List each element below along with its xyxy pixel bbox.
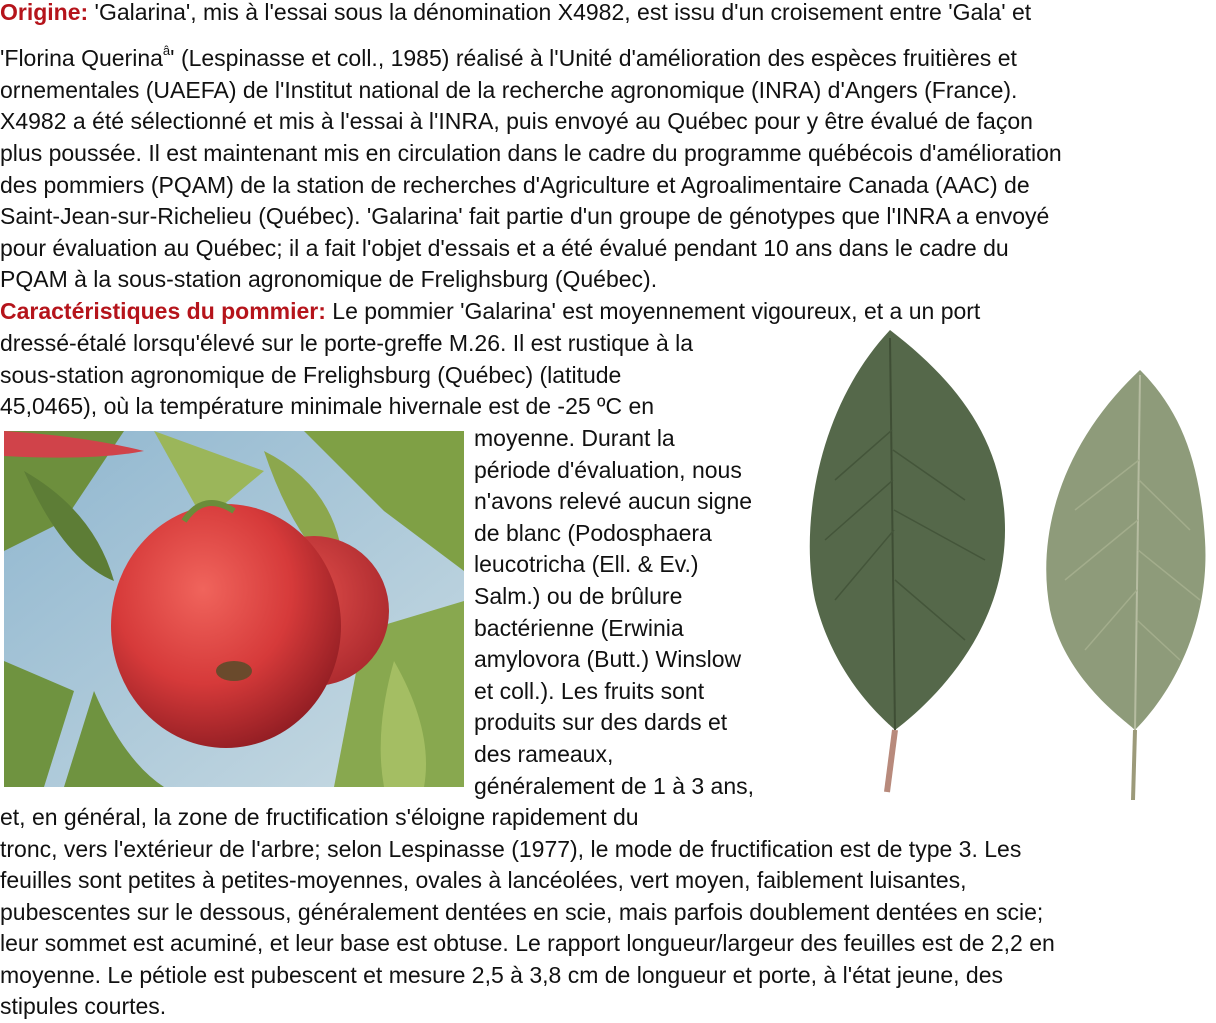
caract-line-17: et, en général, la zone de fructification s'éloigne rapidement du [0,804,639,830]
origine-line-5: plus poussée. Il est maintenant mis en circulation dans le cadre du programme québécois d'amélioration [0,140,1062,166]
caract-line-21: leur sommet est acuminé, et leur base est obtuse. Le rapport longueur/largeur des feuilles est de 2,2 en [0,930,1055,956]
caract-line-2: dressé-étalé lorsqu'élevé sur le porte-greffe M.26. Il est rustique à la [0,330,694,356]
apple-leaves-photo [795,330,1215,810]
origine-line-8: pour évaluation au Québec; il a fait l'objet d'essais et a été évalué pendant 10 ans dans le cadre du [0,235,1009,261]
caract-line-22: moyenne. Le pétiole est pubescent et mesure 2,5 à 3,8 cm de longueur et porte, à l'état jeune, des [0,962,1003,988]
red-apple-photo [4,431,464,787]
caract-line-4: 45,0465), où la température minimale hivernale est de -25 ºC en [0,393,655,419]
origine-label: Origine: [0,0,89,25]
origine-text: 'Galarina', mis à l'essai sous la dénomination X4982, est issu d'un croisement entre 'Gala' et [88,0,1032,25]
caract-line-20: pubescentes sur le dessous, généralement dentées en scie, mais parfois doublement dentées en scie; [0,899,1044,925]
caract-line-13: et coll.). Les fruits sont [474,678,705,704]
caract-line-11: bactérienne (Erwinia [474,615,684,641]
origine-line-3: ornementales (UAEFA) de l'Institut national de la recherche agronomique (INRA) d'Angers (France). [0,77,1018,103]
caract-line-3: sous-station agronomique de Frelighsburg (Québec) (latitude [0,362,622,388]
caract-line-23: stipules courtes. [0,993,167,1019]
caract-line-8: de blanc (Podosphaera [474,520,712,546]
caract-line-19: feuilles sont petites à petites-moyennes, ovales à lancéolées, vert moyen, faiblement luisantes, [0,867,967,893]
origine-line-2: 'Florina Querina$^â$' (Lespinasse et coll., 1985) réalisé à l'Unité d'amélioration des espèces fruitières et [0,43,1017,71]
caract-line-1: Caractéristiques du pommier: Le pommier 'Galarina' est moyennement vigoureux, et a un port [0,298,981,324]
caract-line-12: amylovora (Butt.) Winslow [474,646,742,672]
superscript-a: â [162,43,171,58]
origine-line-1 [0,0,1031,28]
caract-line-18: tronc, vers l'extérieur de l'arbre; selon Lespinasse (1977), le mode de fructification est de type 3. Les [0,836,1022,862]
caracteristiques-label: Caractéristiques du pommier: [0,298,326,324]
origine-line-9: PQAM à la sous-station agronomique de Frelighsburg (Québec). [0,266,658,292]
origine-line-6: des pommiers (PQAM) de la station de recherches d'Agriculture et Agroalimentaire Canada (AAC) de [0,172,1030,198]
caract-line-9: leucotricha (Ell. & Ev.) [474,551,699,577]
caract-line-10: Salm.) ou de brûlure [474,583,683,609]
caract-line-5: moyenne. Durant la [474,425,675,451]
origine-line-4: X4982 a été sélectionné et mis à l'essai à l'INRA, puis envoyé au Québec pour y être évalué de façon [0,108,1033,134]
caract-line-16: généralement de 1 à 3 ans, [474,773,755,799]
caract-line-6: période d'évaluation, nous [474,457,742,483]
caract-line-14: produits sur des dards et [474,709,728,735]
caract-line-7: n'avons relevé aucun signe [474,488,753,514]
origine-line-7: Saint-Jean-sur-Richelieu (Québec). 'Galarina' fait partie d'un groupe de génotypes que l'INRA a envoyé [0,203,1050,229]
caract-line-15: des rameaux, [474,741,614,767]
